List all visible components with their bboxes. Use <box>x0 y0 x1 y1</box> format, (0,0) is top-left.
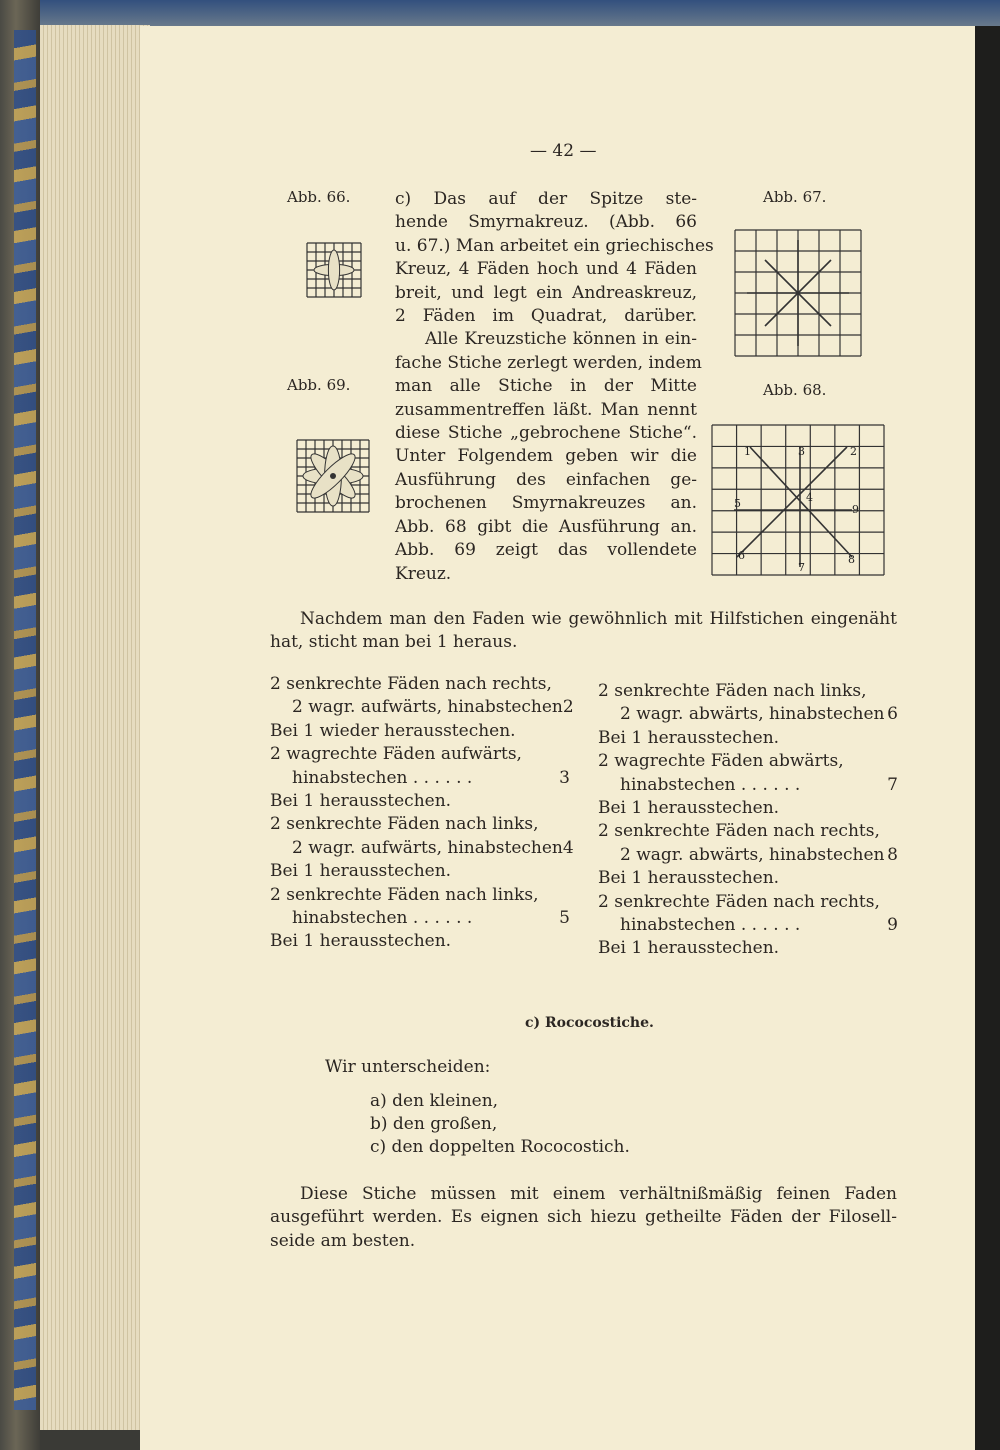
step-line <box>598 891 898 914</box>
text-line: Kreuz. <box>395 563 452 584</box>
step-line <box>270 767 570 790</box>
step-text: Bei 1 herausstechen. <box>598 727 780 748</box>
right-edge <box>975 26 1000 1450</box>
step-line <box>598 703 898 726</box>
step-text: 2 wagr. aufwärts, hinabstechen <box>292 837 563 858</box>
text-line: hende Smyrnakreuz. (Abb. 66 <box>395 212 697 233</box>
step-line <box>270 720 570 743</box>
step-text: 2 wagrechte Fäden aufwärts, <box>270 744 522 765</box>
distinguish-text: Wir unterscheiden: <box>325 1057 491 1077</box>
figure-68-stitch-order <box>712 425 884 575</box>
step-text: hinabstechen . . . . . . <box>620 915 801 936</box>
caption-abb69: Abb. 69. <box>287 376 351 394</box>
step-text: Bei 1 herausstechen. <box>598 868 780 889</box>
stitch-number-label: 6 <box>738 549 745 562</box>
text-line: diese Stiche „gebrochene Stiche“. <box>395 423 697 444</box>
step-line <box>270 860 570 883</box>
book-binding <box>0 0 40 1450</box>
stitch-number-label: 4 <box>806 491 813 504</box>
step-line <box>270 837 574 860</box>
text-line: zusammentreffen läßt. Man nennt <box>395 399 697 420</box>
step-number: 2 <box>562 697 574 718</box>
step-number: 9 <box>887 915 898 936</box>
step-number: 4 <box>562 837 574 858</box>
step-line <box>270 813 570 836</box>
step-text: Bei 1 herausstechen. <box>270 931 452 952</box>
text-line: u. 67.) Man arbeitet ein griechisches <box>395 235 714 256</box>
stitch-number-label: 5 <box>734 497 741 510</box>
stitch-number-label: 7 <box>798 561 805 574</box>
step-text: 2 wagr. abwärts, hinabstechen <box>620 704 885 725</box>
stitch-number-label: 9 <box>852 503 859 516</box>
text-line: Nachdem man den Faden wie gewöhnlich mit Hilfstichen eingenäht <box>300 609 897 629</box>
intro-paragraph <box>270 608 897 655</box>
step-text: hinabstechen . . . . . . <box>292 908 473 929</box>
top-edge <box>40 0 1000 28</box>
step-line <box>270 696 574 719</box>
step-line <box>270 930 570 953</box>
figure-66-smyrna-cross <box>307 243 361 297</box>
stitch-number-label: 3 <box>798 445 805 458</box>
steps-right-column <box>598 680 898 961</box>
step-text: 2 senkrechte Fäden nach links, <box>598 681 867 701</box>
step-text: 2 senkrechte Fäden nach rechts, <box>598 821 880 842</box>
step-text: 2 senkrechte Fäden nach rechts, <box>598 891 880 912</box>
text-line: c) Das auf der Spitze ste- <box>395 189 697 209</box>
variant-b: b) den großen, <box>370 1114 498 1134</box>
step-line <box>598 914 898 937</box>
step-text: 2 senkrechte Fäden nach links, <box>270 814 539 835</box>
figure-67-cross-diagram <box>735 230 861 356</box>
step-number: 3 <box>559 767 570 788</box>
text-line: Unter Folgendem geben wir die <box>395 446 697 467</box>
text-line: Diese Stiche müssen mit einem verhältnißmäßig feinen Faden <box>300 1184 897 1204</box>
step-text: 2 wagr. abwärts, hinabstechen <box>620 844 885 865</box>
text-line: breit, und legt ein Andreaskreuz, <box>395 282 697 303</box>
step-number: 8 <box>887 844 898 865</box>
variant-c: c) den doppelten Rococostich. <box>370 1137 630 1157</box>
text-line: brochenen Smyrnakreuzes an. <box>395 493 697 514</box>
step-text: Bei 1 herausstechen. <box>270 861 452 882</box>
step-line <box>598 774 898 797</box>
step-line <box>270 673 570 696</box>
step-text: 2 senkrechte Fäden nach rechts, <box>270 674 552 694</box>
step-line <box>598 937 898 960</box>
closing-paragraph <box>270 1183 897 1253</box>
stitch-line <box>750 447 852 557</box>
step-line <box>270 790 570 813</box>
step-text: Bei 1 herausstechen. <box>598 798 780 819</box>
step-line <box>598 844 898 867</box>
stitch-petal <box>328 250 339 290</box>
stitch-number-label: 8 <box>848 553 855 566</box>
figure-69-finished-cross <box>297 440 369 512</box>
stitch-number-label: 1 <box>744 445 751 458</box>
center-dot <box>330 473 336 479</box>
stitch-number-label: 2 <box>850 445 857 458</box>
step-line <box>270 907 570 930</box>
text-line: ausgeführt werden. Es eignen sich hiezu getheilte Fäden der Filosell- <box>270 1207 897 1228</box>
step-text: 2 wagr. aufwärts, hinabstechen <box>292 697 563 718</box>
text-line: seide am besten. <box>270 1230 416 1251</box>
steps-left-column <box>270 673 574 954</box>
text-line: Kreuz, 4 Fäden hoch und 4 Fäden <box>395 259 697 280</box>
caption-abb68: Abb. 68. <box>763 381 827 399</box>
text-line: Abb. 69 zeigt das vollendete <box>395 540 697 561</box>
marbled-cover <box>14 30 36 1410</box>
step-text: hinabstechen . . . . . . <box>620 774 801 795</box>
text-line: 2 Fäden im Quadrat, darüber. <box>395 306 697 327</box>
caption-abb66: Abb. 66. <box>287 188 351 206</box>
text-line: fache Stiche zerlegt werden, indem <box>395 352 702 373</box>
caption-abb67: Abb. 67. <box>763 188 827 206</box>
step-line <box>270 884 570 907</box>
page-number: — 42 — <box>530 141 597 161</box>
text-line: hat, sticht man bei 1 heraus. <box>270 632 518 653</box>
step-text: hinabstechen . . . . . . <box>292 767 473 788</box>
step-line <box>598 727 898 750</box>
step-number: 5 <box>559 908 570 929</box>
step-number: 6 <box>887 704 898 725</box>
step-number: 7 <box>887 774 898 795</box>
step-line <box>598 750 898 773</box>
step-text: Bei 1 wieder herausstechen. <box>270 720 516 741</box>
text-line: Abb. 68 gibt die Ausführung an. <box>395 516 697 537</box>
step-text: Bei 1 herausstechen. <box>270 791 452 812</box>
page-edges <box>40 25 150 1430</box>
text-line: Alle Kreuzstiche können in ein- <box>425 329 697 350</box>
step-line <box>598 867 898 890</box>
step-line <box>598 797 898 820</box>
stitch-line <box>737 447 847 557</box>
step-line <box>598 680 898 703</box>
section-heading-rococo: c) Rococostiche. <box>525 1015 654 1031</box>
step-line <box>270 743 570 766</box>
step-text: Bei 1 herausstechen. <box>598 938 780 959</box>
step-line <box>598 820 898 843</box>
section-c-text <box>395 188 714 586</box>
variant-a: a) den kleinen, <box>370 1091 499 1111</box>
step-text: 2 wagrechte Fäden abwärts, <box>598 751 844 772</box>
text-line: man alle Stiche in der Mitte <box>395 376 697 397</box>
text-line: Ausführung des einfachen ge- <box>395 469 697 490</box>
step-text: 2 senkrechte Fäden nach links, <box>270 884 539 905</box>
